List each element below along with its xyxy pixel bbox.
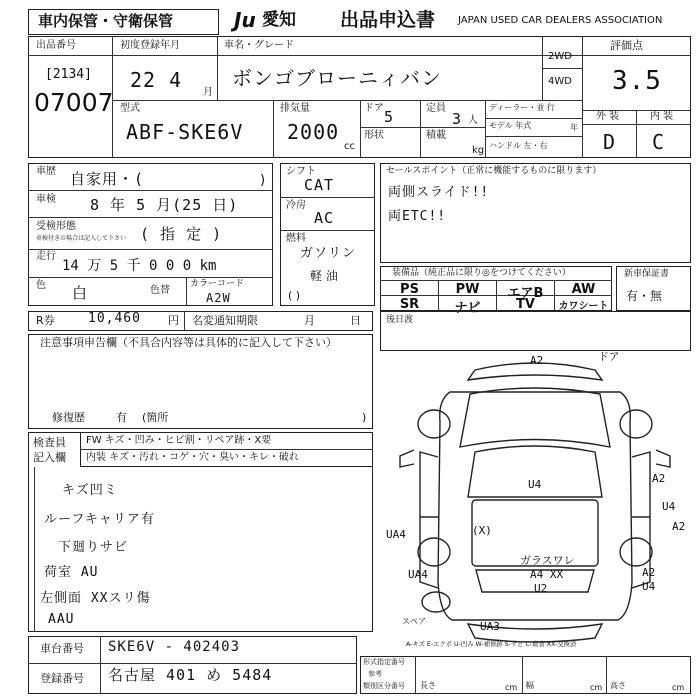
divider: [186, 277, 187, 306]
association-name: JAPAN USED CAR DEALERS ASSOCIATION: [458, 15, 663, 26]
interior-label: 内 装: [650, 111, 674, 122]
color-change-label: 色替: [150, 285, 170, 296]
load-label: 積載: [426, 130, 446, 141]
damage-mark: ガラスワレ: [520, 554, 575, 567]
registration-label: 登録番号: [40, 672, 84, 685]
divider: [28, 55, 112, 56]
color-code-label: カラーコード: [190, 279, 245, 289]
length-label: 長さ: [420, 681, 436, 690]
damage-mark: U4: [642, 580, 656, 593]
damage-mark: UA4: [408, 568, 428, 581]
damage-mark: A2: [652, 472, 666, 485]
damage-mark: U4: [528, 478, 542, 491]
model-year-label: モデル 年式: [489, 121, 532, 130]
name-change-month: 月: [304, 314, 315, 327]
dealer-label: ディーラー・並 行: [489, 103, 555, 112]
color-value: 白: [72, 284, 89, 302]
notes-label: 注意事項申告欄（不具合内容等は具体的に記入して下さい）: [40, 336, 337, 349]
damage-mark: A2: [642, 566, 656, 579]
color-label: 色: [36, 280, 46, 291]
equip-airbag: エアB: [507, 286, 544, 301]
history-label: 車歴: [36, 166, 56, 177]
exterior-label: 外 装: [596, 111, 620, 122]
inspector-note-4: 荷室 AU: [44, 565, 99, 580]
equipment-label: 装備品（純正品に限り◎をつけてください）: [392, 268, 571, 278]
spare-label: スペア: [402, 617, 426, 626]
height-unit: cm: [672, 683, 685, 692]
repair-place-open: (箇所: [142, 411, 169, 424]
score-label: 評価点: [610, 39, 643, 52]
inspector-note-3: 下廻りサビ: [58, 540, 129, 555]
damage-mark: ドア: [598, 352, 620, 363]
equip-pw: PW: [455, 282, 480, 297]
divider: [636, 110, 637, 158]
lot-sub: [2134]: [45, 67, 92, 82]
length-unit: cm: [505, 683, 518, 692]
divider: [360, 127, 485, 128]
chassis-label: 車台番号: [40, 642, 84, 655]
model-label: 型式: [120, 103, 140, 114]
fuel-other: ( ): [288, 289, 301, 302]
first-reg-month: 月: [203, 87, 213, 98]
inspector-note-6: AAU: [48, 612, 75, 627]
capacity-value: 3: [452, 110, 463, 128]
ticket-value: 10,460: [88, 311, 141, 326]
equip-aw: AW: [571, 282, 596, 297]
brand-name: 愛知: [262, 10, 296, 30]
first-reg-label: 初度登録年月: [120, 40, 180, 51]
registration-value: 名古屋 401 め 5484: [108, 666, 273, 684]
damage-mark: U2: [534, 582, 548, 595]
class-number-label: 類別区分番号: [363, 682, 405, 690]
drive-2wd: 2WD: [548, 51, 572, 62]
drive-4wd: 4WD: [548, 76, 572, 87]
divider: [415, 656, 416, 694]
sales-points-label: セールスポイント（正常に機能するものに限ります）: [386, 166, 602, 176]
divider: [100, 636, 101, 694]
divider: [112, 55, 582, 56]
displacement-value: 2000: [287, 120, 340, 144]
equip-ps: PS: [400, 282, 419, 297]
form-number-label: 形式指定番号: [363, 658, 405, 666]
shift-label: シフト: [286, 166, 316, 177]
equip-leather-seat: カワシート: [558, 301, 609, 312]
form-ref-label: 参考: [368, 670, 382, 678]
damage-mark: U4: [662, 500, 676, 513]
divider: [184, 311, 185, 331]
damage-mark: UA4: [386, 528, 406, 541]
doors-value: 5: [384, 108, 395, 126]
divider: [34, 467, 35, 632]
car-name-label: 車名・グレード: [224, 40, 294, 51]
chassis-value: SKE6V - 402403: [108, 639, 241, 655]
handle-label: ハンドル 左・右: [489, 141, 548, 150]
inspector-note-1: キズ凹ミ: [62, 483, 118, 498]
model-value: ABF-SKE6V: [126, 120, 244, 144]
ju-logo: Ju: [234, 8, 256, 32]
damage-mark: UA3: [480, 620, 500, 633]
inspector-note-5: 左側面 XXスリ傷: [40, 591, 151, 606]
width-unit: cm: [590, 683, 603, 692]
divider: [522, 656, 523, 694]
divider: [273, 100, 274, 158]
history-close: ): [260, 173, 266, 188]
fuel-label: 燃料: [286, 233, 306, 244]
after-delivery-label: 後日渡: [386, 315, 414, 325]
divider: [582, 55, 691, 56]
divider: [28, 249, 273, 250]
divider: [485, 118, 582, 119]
ac-value: AC: [314, 209, 335, 227]
inspector-note-2: ルーフキャリア有: [44, 512, 155, 527]
equip-sr: SR: [399, 297, 420, 312]
ac-label: 冷房: [286, 200, 306, 211]
capacity-unit: 人: [468, 115, 478, 126]
year-unit: 年: [570, 123, 578, 132]
equip-tv: TV: [516, 297, 535, 312]
after-delivery-block: [380, 311, 691, 351]
divider: [360, 100, 361, 158]
receive-value: ( 指 定 ): [140, 225, 223, 243]
history-value: 自家用・(: [70, 170, 145, 188]
storage-label: 車内保管・守衛保管: [38, 12, 174, 30]
shape-label: 形状: [364, 130, 384, 141]
repair-history-label: 修復歴: [52, 411, 85, 424]
divider: [420, 100, 421, 158]
damage-mark: (X): [472, 524, 492, 537]
doors-label: ドア: [364, 103, 384, 114]
fw-codes: FW キズ・凹み・ヒビ割・リペア跡・X要: [86, 435, 272, 446]
damage-mark: A2: [530, 354, 544, 367]
damage-mark: A2: [672, 520, 686, 533]
lot-label: 出品番号: [36, 40, 76, 51]
divider: [280, 230, 375, 231]
divider: [28, 217, 273, 218]
name-change-label: 名変通知期限: [192, 314, 258, 327]
displacement-label: 排気量: [280, 103, 310, 114]
score-value: 3.5: [612, 66, 662, 96]
receive-label: 受検形態: [36, 221, 76, 232]
divider: [485, 136, 582, 137]
inspector-label-2: 記入欄: [33, 451, 66, 464]
form-title: 出品申込書: [340, 9, 436, 31]
inspection-label: 車検: [36, 194, 56, 205]
damage-mark: A4 XX: [530, 568, 564, 581]
damage-legend: A-キズ E-エクボ U-凹み W-補修跡 S-サビ C-腐食 XX-交換済: [406, 641, 577, 648]
interior-codes: 内装 キズ・汚れ・コゲ・穴・臭い・キレ・破れ: [86, 452, 299, 463]
warranty-label: 新車保証書: [624, 269, 670, 279]
inspection-value: 8 年 5 月(25 日): [90, 196, 239, 214]
interior-score: C: [652, 130, 666, 154]
divider: [80, 449, 373, 450]
sales-point-2: 両ETC!!: [388, 209, 447, 224]
capacity-label: 定員: [426, 103, 446, 114]
car-damage-diagram: [380, 352, 691, 650]
ticket-label: R券: [36, 314, 55, 327]
displacement-unit: cc: [344, 141, 355, 152]
fuel-diesel: 軽 油: [310, 269, 338, 283]
divider: [28, 277, 273, 278]
divider: [606, 656, 607, 694]
divider: [582, 124, 691, 125]
warranty-value: 有・無: [626, 289, 663, 303]
sales-point-1: 両側スライド!!: [388, 185, 490, 200]
receive-sub: 車検付きの場合は記入して下さい: [36, 235, 127, 242]
divider: [280, 197, 375, 198]
shift-value: CAT: [304, 176, 335, 194]
first-reg-value: 22 4: [130, 68, 183, 92]
repair-place-close: ): [362, 411, 367, 424]
divider: [542, 68, 582, 69]
color-code-value: A2W: [206, 291, 231, 305]
divider: [485, 100, 486, 158]
divider: [112, 100, 582, 101]
name-change-day: 日: [350, 314, 361, 327]
height-label: 高さ: [610, 681, 626, 690]
divider: [28, 190, 273, 191]
load-unit: kg: [472, 145, 485, 156]
lot-number: 07007: [34, 88, 114, 117]
repair-history-value: 有: [116, 411, 127, 424]
car-name-value: ボンゴブローニィバン: [232, 66, 442, 90]
ticket-unit: 円: [168, 314, 179, 327]
equip-navi: ナビ: [454, 301, 481, 316]
exterior-score: D: [603, 130, 617, 154]
mileage-label: 走行: [36, 251, 56, 262]
divider: [28, 663, 357, 664]
fuel-gas: ガソリン: [300, 246, 357, 261]
divider: [217, 36, 218, 100]
inspector-label-1: 検査員: [33, 436, 66, 449]
width-label: 幅: [526, 681, 534, 690]
mileage-value: 14 万 5 千 0 0 0 km: [62, 258, 217, 274]
